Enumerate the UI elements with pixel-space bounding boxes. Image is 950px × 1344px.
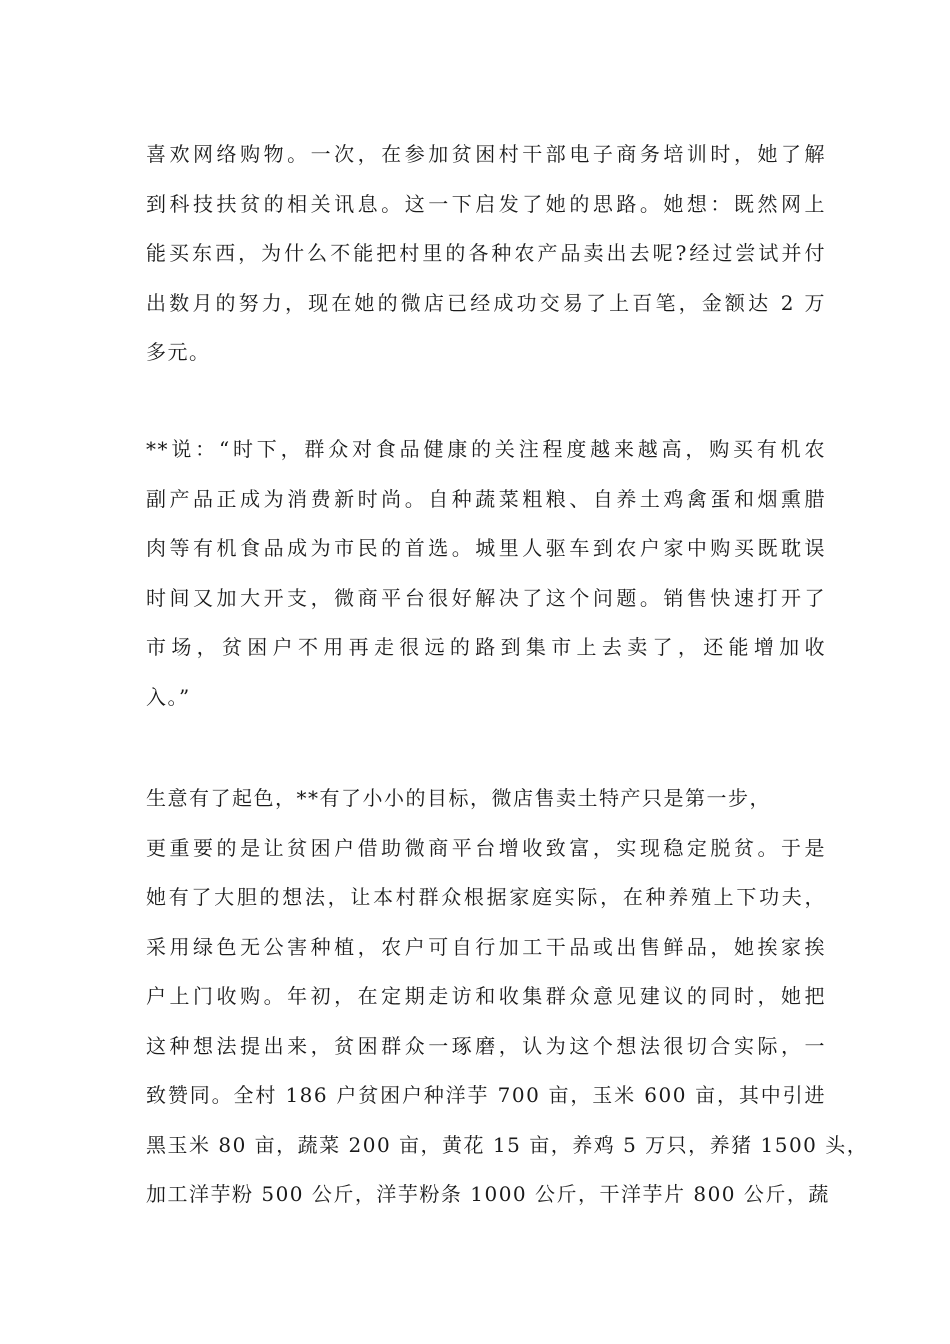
text-line: 她有了大胆的想法，让本村群众根据家庭实际，在种养殖上下功夫， <box>146 885 826 909</box>
text-line: 黑玉米 80 亩，蔬菜 200 亩，黄花 15 亩，养鸡 5 万只，养猪 1500 头， <box>146 1132 869 1157</box>
text-line: 出数月的努力，现在她的微店已经成功交易了上百笔，金额达 2 万 <box>146 290 826 315</box>
text-line: 喜欢网络购物。一次，在参加贫困村干部电子商务培训时，她了解 <box>146 142 826 166</box>
text-line: 生意有了起色，**有了小小的目标，微店售卖土特产只是第一步， <box>146 786 771 810</box>
paragraph-business-growth <box>146 774 869 1220</box>
text-line: 到科技扶贫的相关讯息。这一下启发了她的思路。她想：既然网上 <box>146 191 826 216</box>
text-line: 多元。 <box>146 340 211 364</box>
text-line: 户上门收购。年初，在定期走访和收集群众意见建议的同时，她把 <box>146 984 826 1008</box>
text-line: 加工洋芋粉 500 公斤，洋芋粉条 1000 公斤，干洋芋片 800 公斤，蔬 <box>146 1182 830 1206</box>
text-line: 市场，贫困户不用再走很远的路到集市上去卖了，还能增加收 <box>146 635 826 659</box>
text-line: 能买东西，为什么不能把村里的各种农产品卖出去呢?经过尝试并付 <box>146 241 826 265</box>
text-line: 肉等有机食品成为市民的首选。城里人驱车到农户家中购买既耽误 <box>146 536 826 560</box>
text-line: 这种想法提出来，贫困群众一琢磨，认为这个想法很切合实际，一 <box>146 1033 826 1058</box>
paragraph-online-shop <box>146 130 826 378</box>
text-line: 时间又加大开支，微商平台很好解决了这个问题。销售快速打开了 <box>146 585 826 610</box>
text-line: 副产品正成为消费新时尚。自种蔬菜粗粮、自养土鸡禽蛋和烟熏腊 <box>146 486 826 511</box>
text-line: 采用绿色无公害种植，农户可自行加工干品或出售鲜品，她挨家挨 <box>146 934 826 959</box>
text-line: 入。” <box>146 684 191 709</box>
text-line: 更重要的是让贫困户借助微商平台增收致富，实现稳定脱贫。于是 <box>146 835 826 860</box>
text-line: 致赞同。全村 186 户贫困户种洋芋 700 亩，玉米 600 亩，其中引进 <box>146 1083 826 1107</box>
paragraph-quote <box>146 425 826 722</box>
text-line: **说：“时下，群众对食品健康的关注程度越来越高，购买有机农 <box>146 437 826 461</box>
